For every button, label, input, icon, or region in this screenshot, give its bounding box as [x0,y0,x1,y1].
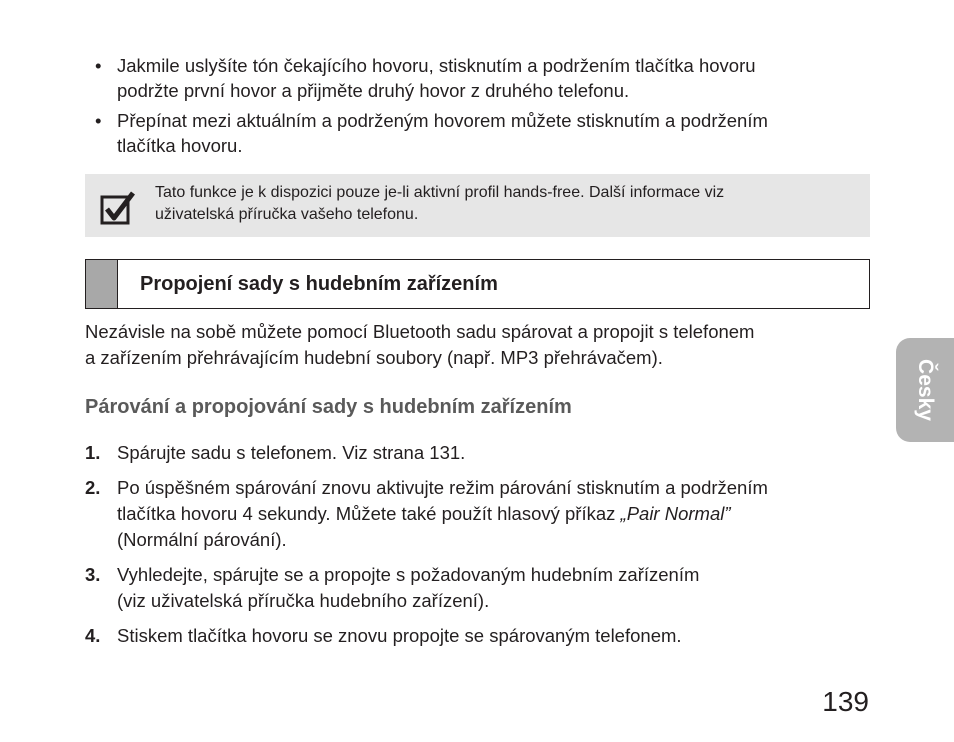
step-text-line: (Normální párování). [117,529,287,550]
bullet-marker: • [95,55,102,76]
step-number: 2. [85,477,101,498]
bullet-list [92,54,882,164]
step-number: 3. [85,564,101,585]
voice-command: „Pair Normal” [620,503,731,524]
bullet-text-line: tlačítka hovoru. [117,134,243,156]
step-item [85,623,880,649]
section-header [85,259,870,309]
step-text-line: (viz uživatelská příručka hudebního zařízení). [117,590,490,611]
step-item [85,475,880,553]
intro-line: a zařízením přehrávajícím hudební soubory (např. MP3 přehrávačem). [85,347,663,368]
note-text-line: uživatelská příručka vašeho telefonu. [155,206,419,223]
step-number: 4. [85,625,101,646]
bullet-marker: • [95,110,102,131]
step-text-line: Stiskem tlačítka hovoru se znovu propojte se spárovaným telefonem. [117,625,682,646]
page-number: 139 [822,686,869,717]
step-text-line: Vyhledejte, spárujte se a propojte s požadovaným hudebním zařízením [117,564,700,585]
step-item [85,440,880,466]
step-text-line: Po úspěšném spárování znovu aktivujte režim párování stisknutím a podržením [117,477,768,498]
section-title: Propojení sady s hudebním zařízením [140,273,498,295]
bullet-text-line: podržte první hovor a přijměte druhý hovor z druhého telefonu. [117,79,630,101]
bullet-item [92,54,882,103]
intro-line: Nezávisle na sobě můžete pomocí Bluetooth sadu spárovat a propojit s telefonem [85,321,755,342]
step-text-line: Spárujte sadu s telefonem. Viz strana 131. [117,442,466,463]
language-tab [896,338,954,442]
checkbox-check-icon [100,191,136,227]
note-text-line: Tato funkce je k dispozici pouze je-li aktivní profil hands-free. Další informace viz [155,184,725,201]
step-text-line: tlačítka hovoru 4 sekundy. Můžete také použít hlasový příkaz [117,503,621,524]
note-text [155,182,855,226]
language-tab-label: Česky [914,359,937,421]
bullet-text-line: Přepínat mezi aktuálním a podrženým hovorem můžete stisknutím a podržením [117,110,768,131]
subheading: Párování a propojování sady s hudebním zařízením [85,396,572,418]
intro-paragraph [85,319,875,371]
step-number: 1. [85,442,101,463]
step-item [85,562,880,614]
steps-list [85,440,880,658]
section-header-bar [86,260,118,308]
info-note [85,174,870,237]
bullet-item [92,109,882,158]
bullet-text-line: Jakmile uslyšíte tón čekajícího hovoru, stisknutím a podržením tlačítka hovoru [117,55,756,76]
